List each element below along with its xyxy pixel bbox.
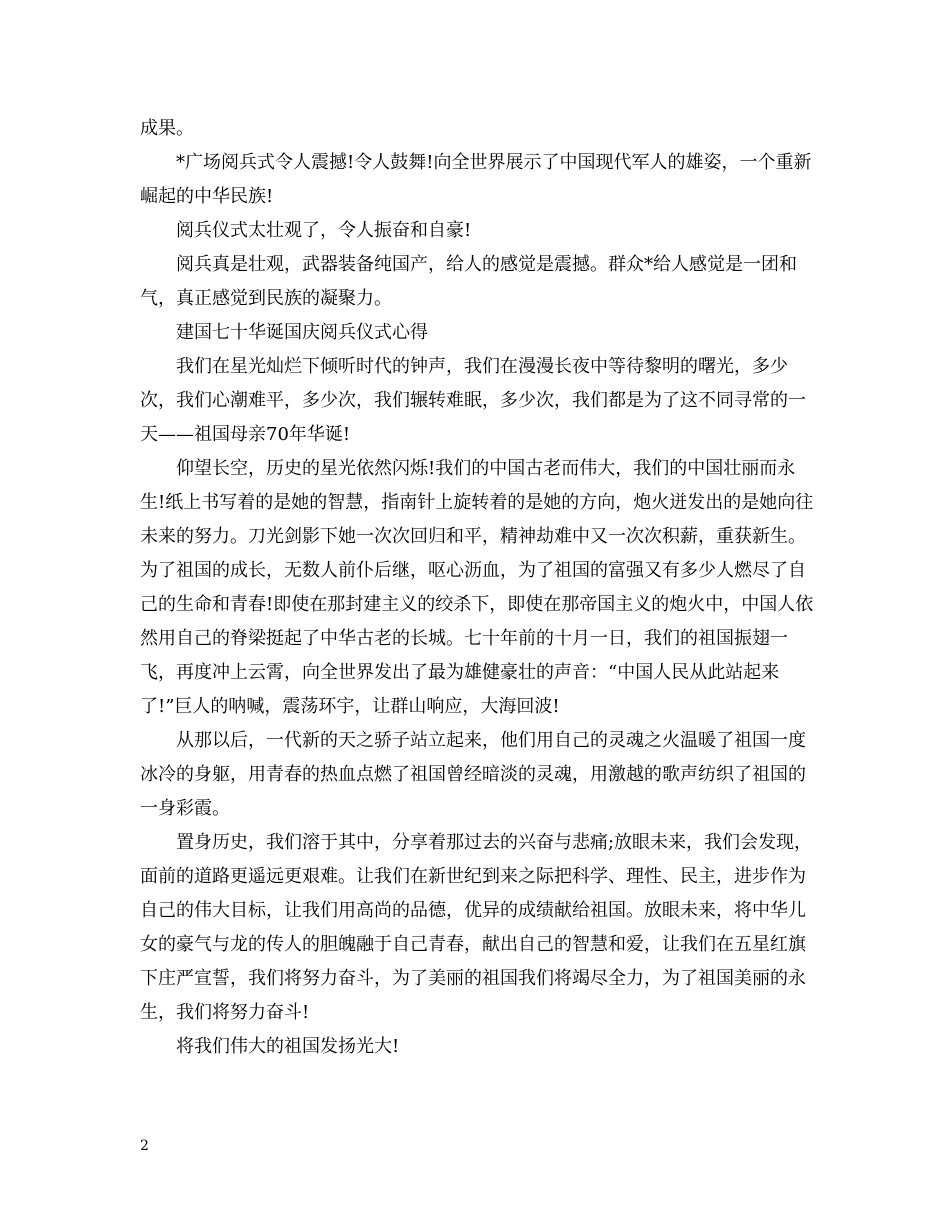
paragraph: 置身历史，我们溶于其中，分享着那过去的兴奋与悲痛;放眼未来，我们会发现，面前的道路更遥远更艰难。让我们在新世纪到来之际把科学、理性、民主，进步作为自己的伟大目标，让我们用高尚的品德，优异的成绩献给祖国。放眼未来，将中华儿女的豪气与龙的传人的胆魄融于自己青春，献出自己的智慧和爱，让我们在五星红旗下庄严宣誓，我们将努力奋斗，为了美丽的祖国我们将竭尽全力，为了祖国美丽的永生，我们将努力奋斗! [140,832,813,1023]
paragraph: 仰望长空，历史的星光依然闪烁!我们的中国古老而伟大，我们的中国壮丽而永生!纸上书写着的是她的智慧，指南针上旋转着的是她的方向，炮火迸发出的是她向往未来的努力。刀光剑影下她一次次回归和平，精神劫难中又一次次积薪，重获新生。为了祖国的成长，无数人前仆后继，呕心沥血，为了祖国的富强又有多少人燃尽了自己的生命和青春!即使在那封建主义的绞杀下，即使在那帝国主义的炮火中，中国人依然用自己的脊梁挺起了中华古老的长城。七十年前的十月一日，我们的祖国振翅一飞，再度冲上云霄，向全世界发出了最为雄健豪壮的声音：“中国人民从此站起来了!”巨人的呐喊，震荡环宇，让群山响应，大海回波! [140,458,814,717]
paragraph: 我们在星光灿烂下倾听时代的钟声，我们在漫漫长夜中等待黎明的曙光，多少次，我们心潮难平，多少次，我们辗转难眠，多少次，我们都是为了这不同寻常的一天——祖国母亲70年华诞! [140,356,806,445]
document-body [140,112,820,1064]
paragraph: 阅兵仪式太壮观了，令人振奋和自豪! [176,220,472,241]
paragraph: 将我们伟大的祖国发扬光大! [176,1036,400,1057]
paragraph: 从那以后，一代新的天之骄子站立起来，他们用自己的灵魂之火温暖了祖国一度冰冷的身躯，用青春的热血点燃了祖国曾经暗淡的灵魂，用激越的歌声纺织了祖国的一身彩霞。 [140,730,806,819]
paragraph: 阅兵真是壮观，武器装备纯国产，给人的感觉是震撼。群众*给人感觉是一团和气，真正感觉到民族的凝聚力。 [140,254,797,309]
paragraph: *广场阅兵式令人震撼!令人鼓舞!向全世界展示了中国现代军人的雄姿，一个重新崛起的中华民族! [140,152,812,207]
page-number: 2 [140,1138,149,1154]
section-heading: 建国七十华诞国庆阅兵仪式心得 [176,322,428,343]
paragraph: 成果。 [140,118,194,139]
